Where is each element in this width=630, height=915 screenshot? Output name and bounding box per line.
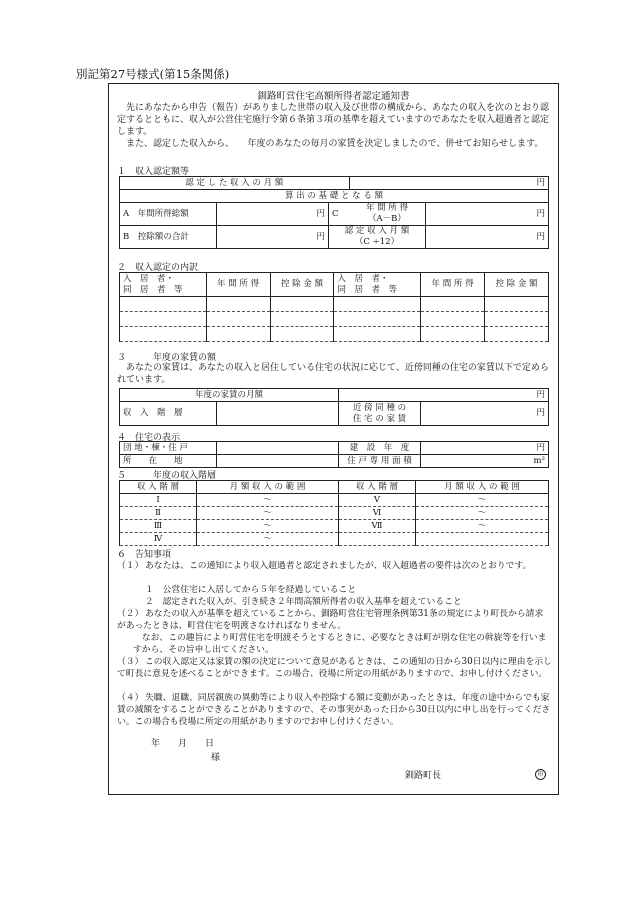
table-row <box>120 327 549 342</box>
rent-month-label: 年度の家賃の月額 <box>120 389 339 402</box>
section-4-heading: ４ 住宅の表示 <box>117 433 181 443</box>
yen-cell: 円 <box>421 442 549 455</box>
section-3-heading: ３ 年度の家賃の額 <box>117 353 217 363</box>
build-year-label: 建 設 年 度 <box>339 442 421 455</box>
notice-1: （１） あなたは、この通知により収入超過者と認定されましたが、収入超過者の要件は次のとおりです。 <box>117 561 532 571</box>
table-row: Ⅱ ～ Ⅵ ～ <box>120 507 549 520</box>
level-header: 収 入 階 層 <box>339 481 416 494</box>
housing-table <box>119 441 549 468</box>
intro-text: 先にあなたから申告（報告）がありました世帯の収入及び世帯の構成から、あなたの収入を次のとおり認定するとともに、収入が公営住宅施行令第６条第３項の基準を超えていますのであなたを収入超過者と認定します。 <box>117 103 550 137</box>
location-label: 所 在 地 <box>120 455 217 468</box>
notice-4: （４） 失職、退職、同居親族の異動等により収入や控除する額に変動があったときは、年度の途中からでも家賃の減額をすることができることがありますので、その事実があった日から30日以内に申し出を行ってください。この場合も役場に所定の用紙がありますのでお申し付けください。 <box>117 693 551 727</box>
annual-income-header: 年 間 所 得 <box>206 273 270 297</box>
income-level-table <box>119 480 549 546</box>
income-table <box>119 176 549 249</box>
annual-income-header: 年 間 所 得 <box>421 273 485 297</box>
section-5-heading: ５ 年度の収入階層 <box>117 471 217 481</box>
label-c: C <box>329 203 350 226</box>
estate-label: 団 地・棟・住 戸 <box>120 442 217 455</box>
yen-cell: 円 <box>217 203 329 226</box>
form-title: 釧路町営住宅高額所得者認定通知書 <box>257 91 410 102</box>
table-row <box>120 297 549 312</box>
monthly-recognized-label: 認 定 収 入 月 額 （C ÷12） <box>329 226 426 249</box>
monthly-income-label: 認 定 し た 収 入 の 月 額 <box>120 177 350 190</box>
rent-explanation: あなたの家賃は、あなたの収入と居住している住宅の状況に応じて、近傍同種の住宅の家賃以下で定められています。 <box>117 363 549 385</box>
table-row <box>120 312 549 327</box>
date-field: 年 月 日 <box>151 739 215 749</box>
range-header: 月 額 収 入 の 範 囲 <box>416 481 549 494</box>
yen-cell: 円 <box>339 389 549 402</box>
resident-header: 入 居 者・ 同 居 者 等 <box>334 273 421 297</box>
income-level-label: 収 入 階 層 <box>120 402 217 426</box>
range-header: 月 額 収 入 の 範 囲 <box>197 481 339 494</box>
table-row: Ⅳ ～ <box>120 533 549 546</box>
label-b: B 控除額の合計 <box>120 226 217 249</box>
yen-cell: 円 <box>426 203 549 226</box>
yen-cell: 円 <box>349 177 549 190</box>
table-row: Ⅰ ～ Ⅴ ～ <box>120 494 549 507</box>
addressee-suffix: 様 <box>211 753 221 763</box>
intro-text-2: また、認定した収入から、 年度のあなたの毎月の家賃を決定しましたので、併せてお知らせします。 <box>126 139 544 149</box>
notice-1b: ２ 認定された収入が、引き続き２年間高額所得者の収入基準を超えていること <box>145 597 462 607</box>
notice-2: （２） あなたの収入が基準を超えていることから、釧路町営住宅管理条例第31条の規定により町長から請求があったときは、町営住宅を明渡さなければなりません。 <box>117 609 544 631</box>
yen-cell: 円 <box>426 226 549 249</box>
deduction-header: 控 除 金 額 <box>485 273 549 297</box>
rent-table <box>119 388 549 426</box>
section-2-heading: ２ 収入認定の内訳 <box>117 263 199 273</box>
breakdown-table <box>119 272 549 342</box>
annual-income-label: 年 間 所 得 （A－B） <box>349 203 426 226</box>
floor-area-label: 住 戸 専 用 面 積 <box>339 455 421 468</box>
level-header: 収 入 階 層 <box>120 481 197 494</box>
form-number: 別記第27号様式(第15条関係) <box>76 67 230 81</box>
deduction-header: 控 除 金 額 <box>270 273 334 297</box>
mayor-signature: 釧路町長 <box>405 771 442 781</box>
basis-label: 算 出 の 基 礎 と な る 額 <box>120 190 549 203</box>
area-unit: m² <box>421 455 549 468</box>
nearby-rent-label: 近 傍 同 種 の 住 宅 の 家 賃 <box>339 402 421 426</box>
label-a: A 年間所得総額 <box>120 203 217 226</box>
notice-3: （３） この収入認定又は家賃の額の決定について意見があるときは、この通知の日から30日以内に理由を示して町長に意見を述べることができます。この場合、役場に所定の用紙がありますので、お申し付けください。 <box>117 657 552 679</box>
seal-mark: 印 <box>535 769 546 780</box>
section-6-heading: ６ 告知事項 <box>117 550 172 560</box>
notice-1a: １ 公営住宅に入居してから５年を経過していること <box>145 585 357 595</box>
notice-form <box>108 83 559 795</box>
yen-cell: 円 <box>421 402 549 426</box>
table-row: Ⅲ ～ Ⅶ ～ <box>120 520 549 533</box>
resident-header: 入 居 者・ 同 居 者 等 <box>120 273 207 297</box>
yen-cell: 円 <box>217 226 329 249</box>
notice-2b: なお、この趣旨により町営住宅を明渡そうとするときに、必要なときは町が別な住宅の斡旋等を行いますから、その旨申し出てください。 <box>133 633 547 655</box>
section-1-heading: １ 収入認定額等 <box>117 167 190 177</box>
